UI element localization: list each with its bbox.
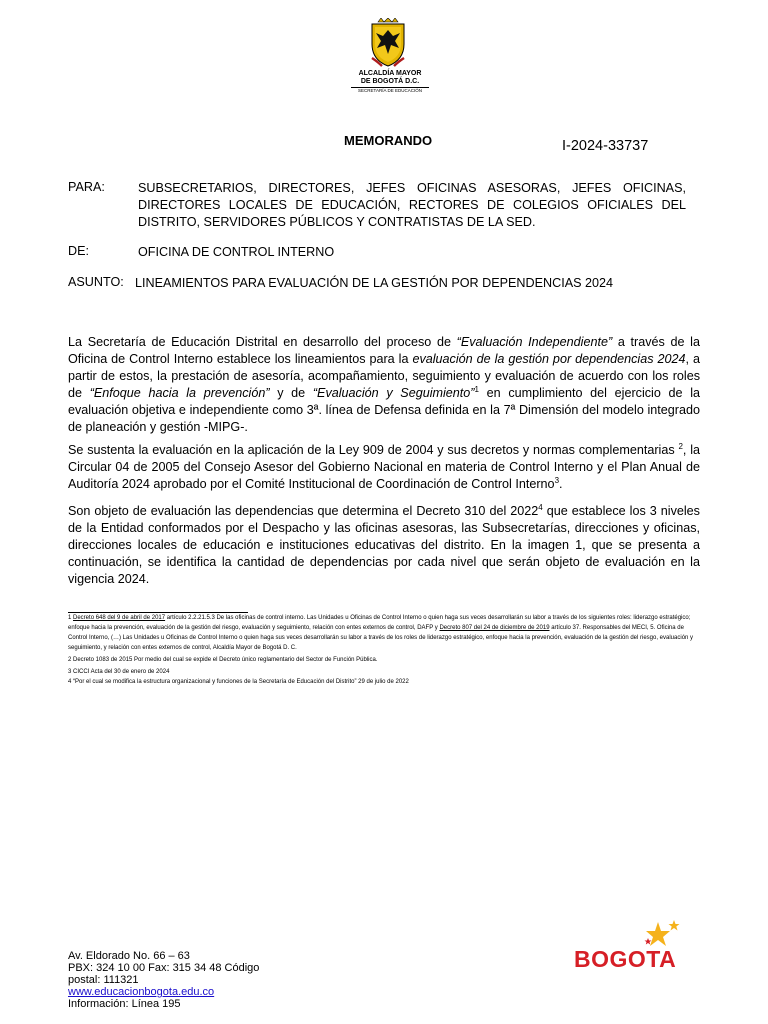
para-line: SUBSECRETARIOS, DIRECTORES, JEFES OFICINAS ASESORAS, JEFES OFICINAS, — [138, 181, 686, 195]
footer-address — [68, 950, 288, 1010]
footnote-2: 2 Decreto 1083 de 2015 Por medio del cual se expide el Decreto único reglamentario del Sector de Función Pública. — [68, 657, 378, 663]
para-line: DIRECTORES LOCALES DE EDUCACIÓN, RECTORES DE COLEGIOS OFICIALES DEL — [138, 198, 686, 212]
info-line: Información: Línea 195 — [68, 998, 181, 1010]
postal-line: postal: 111321 — [68, 974, 139, 986]
footnote-4: 4 “Por el cual se modifica la estructura organizacional y funciones de la Secretaría de Educación del Distrito” 29 de julio de 2022 — [68, 679, 409, 685]
footnote-link[interactable]: Decreto 807 del 24 de diciembre de 2019 — [439, 625, 550, 631]
footnote-link[interactable]: Decreto 648 del 9 de abril de 2017 — [73, 615, 166, 621]
entity-name — [340, 70, 440, 94]
memo-title: MEMORANDO — [344, 133, 433, 148]
bogota-logo — [572, 920, 684, 980]
entity-name-line2: DE BOGOTÁ D.C. — [360, 78, 420, 85]
footnote-ref: 3 — [554, 475, 560, 485]
asunto-label: ASUNTO: — [68, 275, 124, 289]
bogota-coat-of-arms-icon — [364, 18, 412, 68]
footnote-ref: 4 — [538, 502, 543, 512]
footnote-ref: 1 — [474, 384, 479, 394]
para-label: PARA: — [68, 180, 105, 194]
footnotes — [68, 613, 704, 687]
footnote-ref: 2 — [678, 441, 683, 451]
paragraph-1: La Secretaría de Educación Distrital en desarrollo del proceso de “Evaluación Independiente” a través de la Oficina de Control Interno establece los lineamientos para la evaluación de la gestión por dependencias 2024, a partir de estos, la prestación de asesoría, acompañamiento, seguimiento y evaluación de acuerdo con los roles de “Enfoque hacia la prevención” y de “Evaluación y Seguimiento”$^1$ en cumplimiento del ejercicio de la evaluación objetiva e independiente como 3ª. línea de Defensa definida en la 7ª Dimensión del modelo integrado de planeación y gestión -MIPG-. — [68, 335, 700, 434]
footnote-3: 3 CICCI Acta del 30 de enero de 2024 — [68, 669, 170, 675]
entity-name-line1: ALCALDÍA MAYOR — [358, 70, 422, 77]
paragraph-2: Se sustenta la evaluación en la aplicación de la Ley 909 de 2004 y sus decretos y normas complementarias $^2$, la Circular 04 de 2005 del Consejo Asesor del Gobierno Nacional en materia de Control Interno y el Plan Anual de Auditoría 2024 aprobado por el Comité Institucional de Coordinación de Control Interno$^3$. — [68, 441, 700, 491]
de-sender: OFICINA DE CONTROL INTERNO — [138, 245, 335, 259]
entity-department: SECRETARÍA DE EDUCACIÓN — [351, 87, 429, 94]
asunto-subject: LINEAMIENTOS PARA EVALUACIÓN DE LA GESTIÓN POR DEPENDENCIAS 2024 — [135, 276, 614, 290]
website-link[interactable]: www.educacionbogota.edu.co — [68, 986, 215, 998]
memo-number: I-2024-33737 — [562, 138, 649, 154]
para-line: DISTRITO, SERVIDORES PÚBLICOS Y CONTRATISTAS DE LA SED. — [138, 215, 536, 229]
footnote-1: 1 Decreto 648 del 9 de abril de 2017 artículo 2.2.21.5.3 De las oficinas de control interno. Las Unidades u Oficinas de Control Interno o quien haga sus veces desarrollarán su labor a través de los siguientes roles: liderazgo estratégico; enfoque hacia la prevención, evaluación de la gestión del riesgo, evaluación y seguimiento, relación con entes externos de control, DAFP y Decreto 807 del 24 de diciembre de 2019 artículo 37. Responsables del MECI, 5. Oficina de Control Interno, (…) Las Unidades u Oficinas de Control Interno o quien haga sus veces desarrollarán su labor a través de los roles de liderazgo estratégico, enfoque hacia la prevención, evaluación de la gestión del riesgo, evaluación y seguimiento, y relación con entes externos de control, Alcaldía Mayor de Bogotá D. C. — [68, 615, 694, 651]
de-label: DE: — [68, 244, 89, 258]
bogota-wordmark: BOGOTA — [574, 946, 677, 972]
address-line: Av. Eldorado No. 66 – 63 — [68, 950, 190, 962]
phone-line: PBX: 324 10 00 Fax: 315 34 48 Código — [68, 962, 260, 974]
para-recipients — [138, 180, 686, 231]
paragraph-3: Son objeto de evaluación las dependencias que determina el Decreto 310 del 2022$^4$ que establece los 3 niveles de la Entidad conformados por el Despacho y las oficinas asesoras, las Subsecretarías, direcciones y oficinas, direcciones locales de educación e instituciones educativas del distrito. En la imagen 1, que se presenta a continuación, se identifica la cantidad de dependencias por cada nivel que serán objeto de evaluación en la vigencia 2024. — [68, 502, 700, 586]
